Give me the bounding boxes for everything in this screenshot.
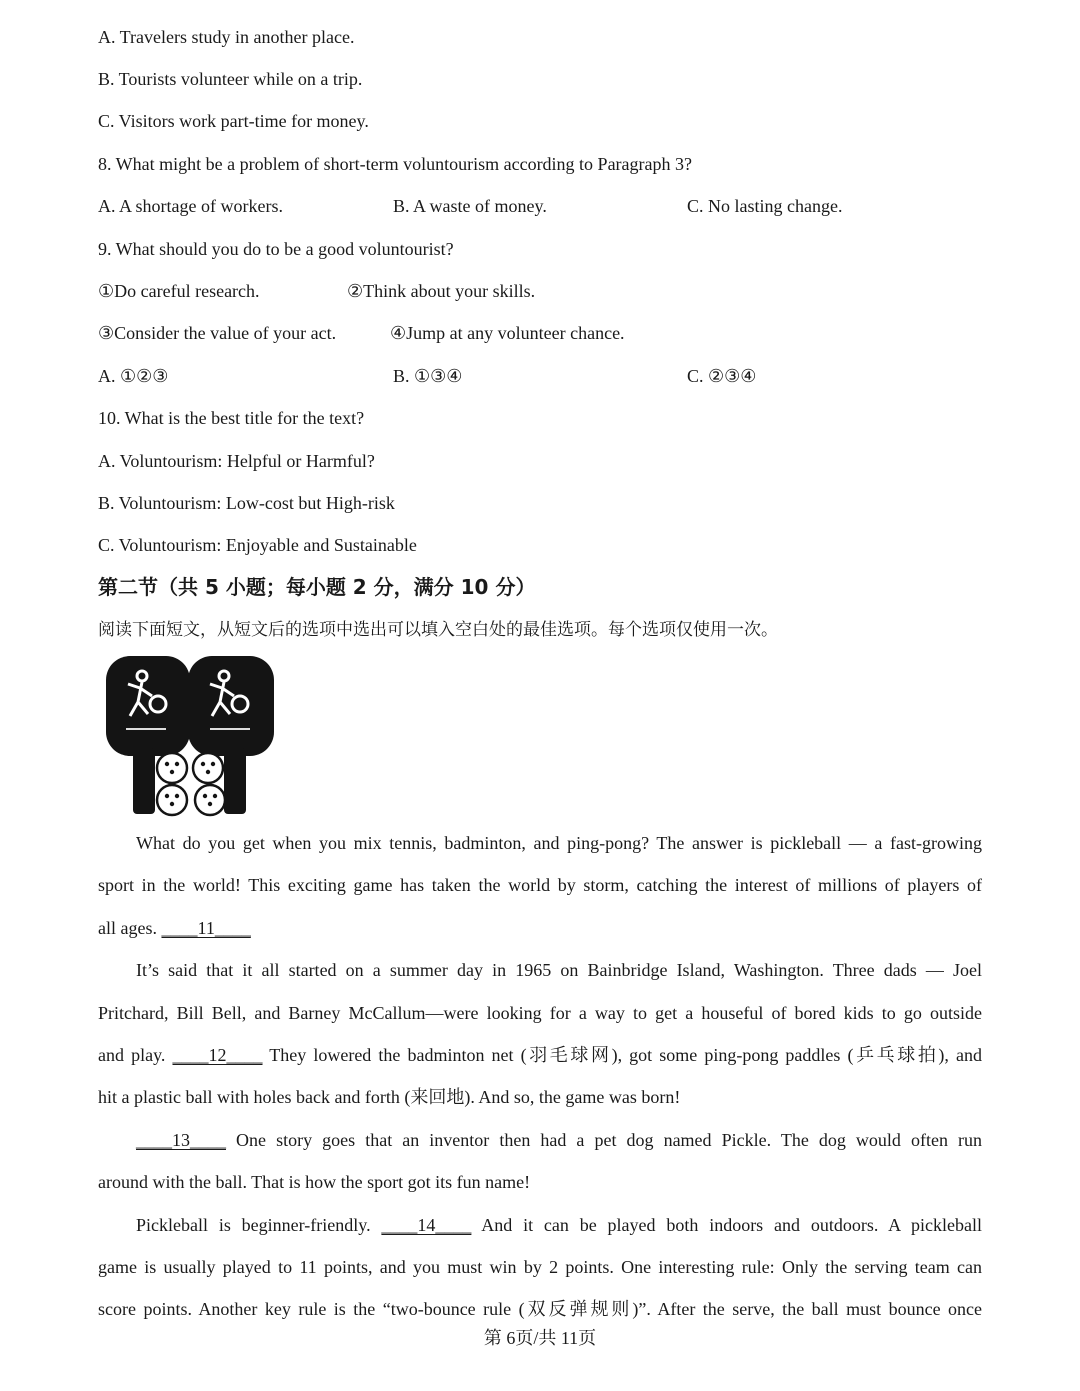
blank-13: ____13____ bbox=[136, 1130, 226, 1150]
q9-statement-3: ③Consider the value of your act. bbox=[98, 323, 337, 343]
q10-option-a: A. Voluntourism: Helpful or Harmful? bbox=[98, 451, 375, 471]
q9-option-a: A. ①②③ bbox=[98, 366, 169, 386]
passage-p2-line4: hit a plastic ball with holes back and forth (来回地). And so, the game was born! bbox=[98, 1087, 681, 1107]
q8-question: 8. What might be a problem of short-term voluntourism according to Paragraph 3? bbox=[98, 154, 693, 174]
q8-option-a: A. A shortage of workers. bbox=[98, 196, 283, 216]
q10-option-c: C. Voluntourism: Enjoyable and Sustainable bbox=[98, 535, 417, 555]
q7-option-c: C. Visitors work part-time for money. bbox=[98, 111, 369, 131]
q9-option-c: C. ②③④ bbox=[687, 366, 757, 386]
page-footer: 第 6页/共 11页 bbox=[483, 1328, 597, 1348]
q10-question: 10. What is the best title for the text? bbox=[98, 408, 365, 428]
q10-option-b: B. Voluntourism: Low-cost but High-risk bbox=[98, 493, 395, 513]
passage-p1-line1: What do you get when you mix tennis, badminton, and ping-pong? The answer is pickleball — a fast-growing bbox=[136, 833, 982, 853]
q9-statement-4: ④Jump at any volunteer chance. bbox=[390, 323, 625, 343]
q7-option-b: B. Tourists volunteer while on a trip. bbox=[98, 69, 363, 89]
q9-option-b: B. ①③④ bbox=[393, 366, 463, 386]
q7-option-a: A. Travelers study in another place. bbox=[98, 27, 355, 47]
passage-p3-line2: around with the ball. That is how the sport got its fun name! bbox=[98, 1172, 531, 1192]
pickleball-paddles-illustration bbox=[100, 652, 280, 822]
passage-p3-line1: ____13____ One story goes that an inventor then had a pet dog named Pickle. The dog would often run bbox=[136, 1130, 982, 1150]
section-title: 第二节（共 5 小题；每小题 2 分，满分 10 分） bbox=[98, 575, 536, 599]
q9-statement-1: ①Do careful research. bbox=[98, 281, 260, 301]
q8-option-b: B. A waste of money. bbox=[393, 196, 547, 216]
blank-12: ____12____ bbox=[172, 1045, 263, 1065]
passage-p4-line1: Pickleball is beginner-friendly. ____14____ And it can be played both indoors and outdoors. A pickleball bbox=[136, 1215, 982, 1235]
passage-p2-line3: and play. ____12____ They lowered the badminton net (羽毛球网), got some ping-pong paddles (乒乓球拍), and bbox=[98, 1045, 983, 1065]
passage-p4-line3: score points. Another key rule is the “two-bounce rule (双反弹规则)”. After the serve, the ball must bounce once bbox=[98, 1299, 982, 1319]
q8-option-c: C. No lasting change. bbox=[687, 196, 843, 216]
passage-p4-line2: game is usually played to 11 points, and you must win by 2 points. One interesting rule: Only the serving team can bbox=[98, 1257, 982, 1277]
passage-p2-line2: Pritchard, Bill Bell, and Barney McCallum—were looking for a way to get a houseful of bored kids to go outside bbox=[98, 1003, 982, 1023]
q9-statement-2: ②Think about your skills. bbox=[347, 281, 536, 301]
blank-11: ____11____ bbox=[161, 918, 251, 938]
section-instructions: 阅读下面短文，从短文后的选项中选出可以填入空白处的最佳选项。每个选项仅使用一次。 bbox=[98, 620, 778, 640]
q9-question: 9. What should you do to be a good voluntourist? bbox=[98, 239, 454, 259]
passage-p2-line1: It’s said that it all started on a summer day in 1965 on Bainbridge Island, Washington. Three dads — Joel bbox=[136, 960, 982, 980]
passage-p1-line3: all ages. ____11____ bbox=[98, 918, 251, 938]
blank-14: ____14____ bbox=[381, 1215, 472, 1235]
passage-p1-line2: sport in the world! This exciting game has taken the world by storm, catching the interest of millions of players of bbox=[98, 875, 982, 895]
